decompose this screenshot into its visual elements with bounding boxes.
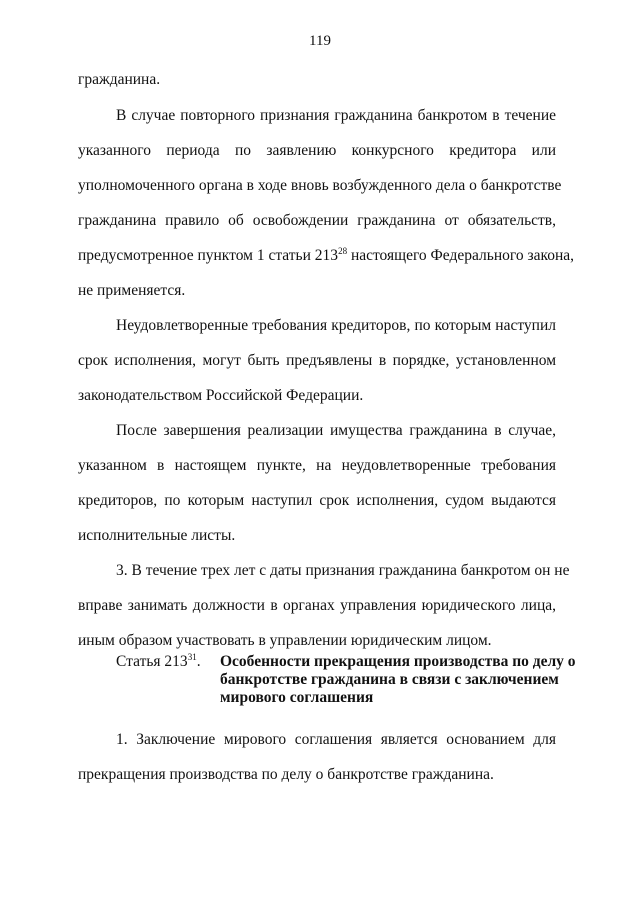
article-title — [220, 653, 576, 707]
article-suffix: . — [196, 653, 201, 670]
paragraph-line: гражданина. — [78, 71, 161, 88]
line-text: предусмотренное пунктом 1 статьи 213 — [78, 247, 339, 264]
paragraph-line: не применяется. — [78, 282, 186, 299]
paragraph-line: В случае повторного признания гражданина банкротом в течение — [116, 107, 556, 124]
paragraph-line: указанного периода по заявлению конкурсного кредитора или — [78, 142, 556, 159]
article-title-line: банкротстве гражданина в связи с заключением — [220, 671, 559, 688]
paragraph-line: кредиторов, по которым наступил срок исполнения, судом выдаются — [78, 492, 556, 509]
article-title-line: Особенности прекращения производства по делу о — [220, 653, 576, 670]
article-title-line: мирового соглашения — [220, 689, 374, 706]
line-text: настоящего Федерального закона, — [347, 247, 574, 264]
paragraph-line: 3. В течение трех лет с даты признания гражданина банкротом он не — [116, 562, 570, 579]
paragraph-line: гражданина правило об освобождении гражданина от обязательств, — [78, 212, 556, 229]
paragraph-line: После завершения реализации имущества гражданина в случае, — [116, 422, 556, 439]
paragraph-line: прекращения производства по делу о банкротстве гражданина. — [78, 766, 494, 783]
paragraph-line: уполномоченного органа в ходе вновь возбужденного дела о банкротстве — [78, 177, 562, 194]
paragraph-line — [78, 246, 574, 266]
article-number: Статья 213 — [116, 653, 188, 670]
superscript: 28 — [338, 246, 348, 256]
paragraph-line: Неудовлетворенные требования кредиторов, по которым наступил — [116, 317, 556, 334]
paragraph-line: 1. Заключение мирового соглашения является основанием для — [116, 731, 556, 748]
page-number: 119 — [309, 33, 331, 49]
paragraph-line: указанном в настоящем пункте, на неудовлетворенные требования — [78, 457, 556, 474]
paragraph-line: иным образом участвовать в управлении юридическим лицом. — [78, 632, 492, 649]
paragraph-line: исполнительные листы. — [78, 527, 236, 544]
paragraph-line: срок исполнения, могут быть предъявлены в порядке, установленном — [78, 352, 556, 369]
article-superscript: 31 — [187, 652, 197, 662]
article-label — [116, 653, 201, 671]
paragraph-line: законодательством Российской Федерации. — [78, 387, 364, 404]
paragraph-line: вправе занимать должности в органах управления юридического лица, — [78, 597, 556, 614]
